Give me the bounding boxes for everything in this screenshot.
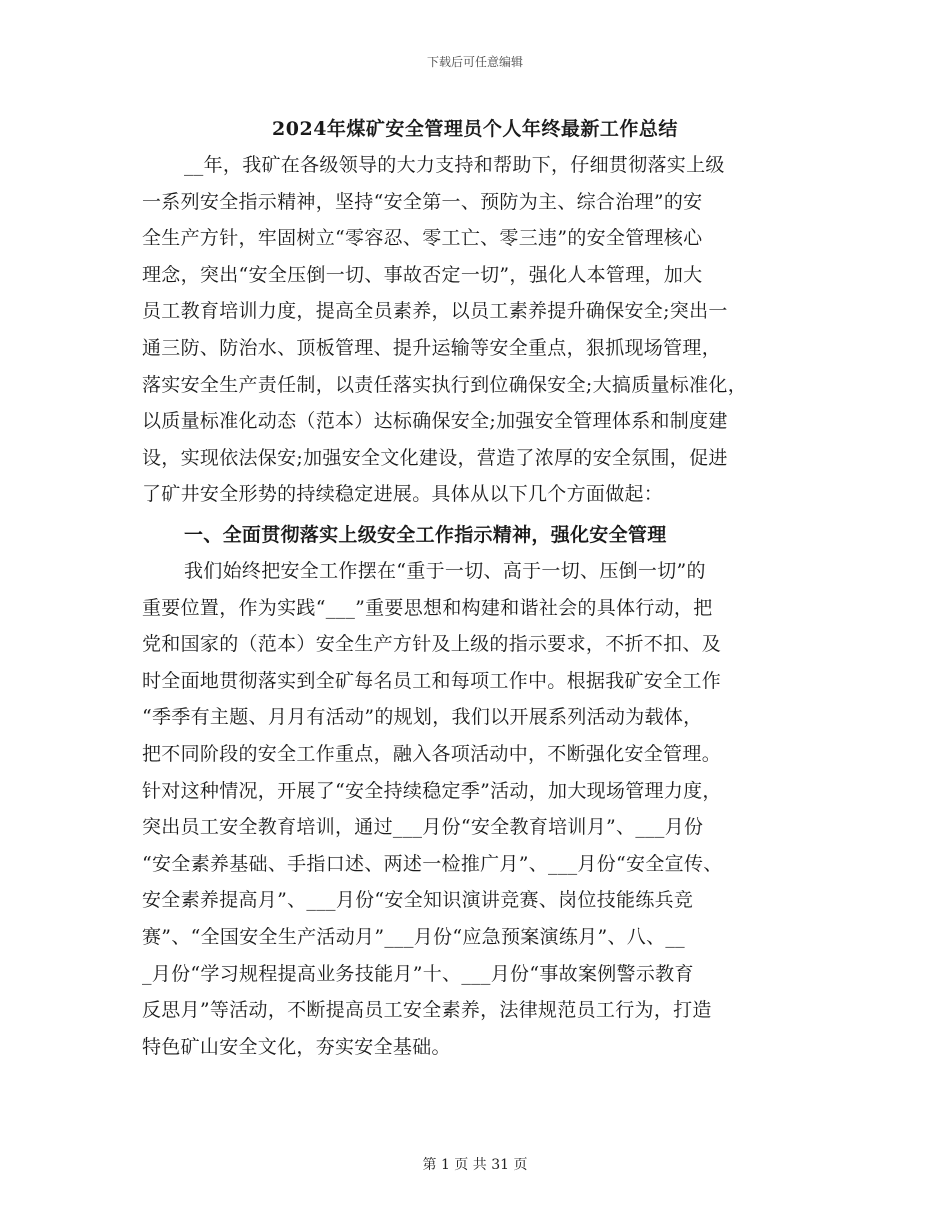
section-paragraph	[142, 553, 822, 1065]
paragraph-line: __年，我矿在各级领导的大力支持和帮助下，仔细贯彻落实上级	[184, 154, 725, 176]
paragraph-line: 员工教育培训力度，提高全员素养，以员工素养提升确保安全;突出一	[142, 300, 728, 323]
paragraph-line: 以质量标准化动态（范本）达标确保安全;加强安全管理体系和制度建	[142, 410, 728, 433]
paragraph-line: 我们始终把安全工作摆在“重于一切、高于一切、压倒一切”的	[184, 560, 706, 582]
paragraph-line: 全生产方针，牢固树立“零容忍、零工亡、零三违”的安全管理核心	[142, 227, 703, 250]
paragraph-line: _月份“学习规程提高业务技能月”十、___月份“事故案例警示教育	[142, 962, 694, 985]
paragraph-line: 通三防、防治水、顶板管理、提升运输等安全重点，狠抓现场管理，	[142, 336, 722, 359]
paragraph-line: 了矿井安全形势的持续稳定进展。具体从以下几个方面做起：	[142, 483, 664, 506]
paragraph-line: 重要位置，作为实践“___”重要思想和构建和谐社会的具体行动，把	[142, 596, 713, 619]
paragraph-line: 时全面地贯彻落实到全矿每名员工和每项工作中。根据我矿安全工作	[142, 669, 722, 692]
paragraph-line: 反思月”等活动，不断提高员工安全素养，法律规范员工行为，打造	[142, 999, 712, 1022]
document-title: 2024年煤矿安全管理员个人年终最新工作总结	[272, 118, 678, 140]
intro-paragraph	[142, 147, 822, 513]
paragraph-line: 针对这种情况，开展了“安全持续稳定季”活动，加大现场管理力度，	[142, 779, 722, 802]
paragraph-line: 一系列安全指示精神，坚持“安全第一、预防为主、综合治理”的安	[142, 190, 703, 213]
paragraph-line: 把不同阶段的安全工作重点，融入各项活动中，不断强化安全管理。	[142, 742, 722, 765]
section-heading-block	[142, 517, 822, 554]
paragraph-line: “安全素养基础、手指口述、两述一检推广月”、___月份“安全宣传、	[142, 852, 723, 875]
header-note: 下载后可任意编辑	[426, 55, 523, 69]
paragraph-line: 赛”、“全国安全生产活动月”___月份“应急预案演练月”、八、__	[142, 925, 685, 948]
paragraph-line: “季季有主题、月月有活动”的规划，我们以开展系列活动为载体，	[142, 706, 703, 729]
paragraph-line: 党和国家的（范本）安全生产方针及上级的指示要求，不折不扣、及	[142, 633, 722, 656]
paragraph-line: 理念，突出“安全压倒一切、事故否定一切”，强化人本管理，加大	[142, 263, 703, 286]
paragraph-line: 安全素养提高月”、___月份“安全知识演讲竞赛、岗位技能练兵竞	[142, 889, 694, 912]
page-number-footer: 第 1 页 共 31 页	[422, 1157, 528, 1173]
paragraph-line: 特色矿山安全文化，夯实安全基础。	[142, 1035, 451, 1058]
section-heading: 一、全面贯彻落实上级安全工作指示精神，强化安全管理	[184, 524, 667, 546]
paragraph-line: 突出员工安全教育培训，通过___月份“安全教育培训月”、___月份	[142, 816, 704, 839]
paragraph-line: 设，实现依法保安;加强安全文化建设，营造了浓厚的安全氛围，促进	[142, 446, 728, 469]
paragraph-line: 落实安全生产责任制，以责任落实执行到位确保安全;大搞质量标准化，	[142, 373, 748, 396]
